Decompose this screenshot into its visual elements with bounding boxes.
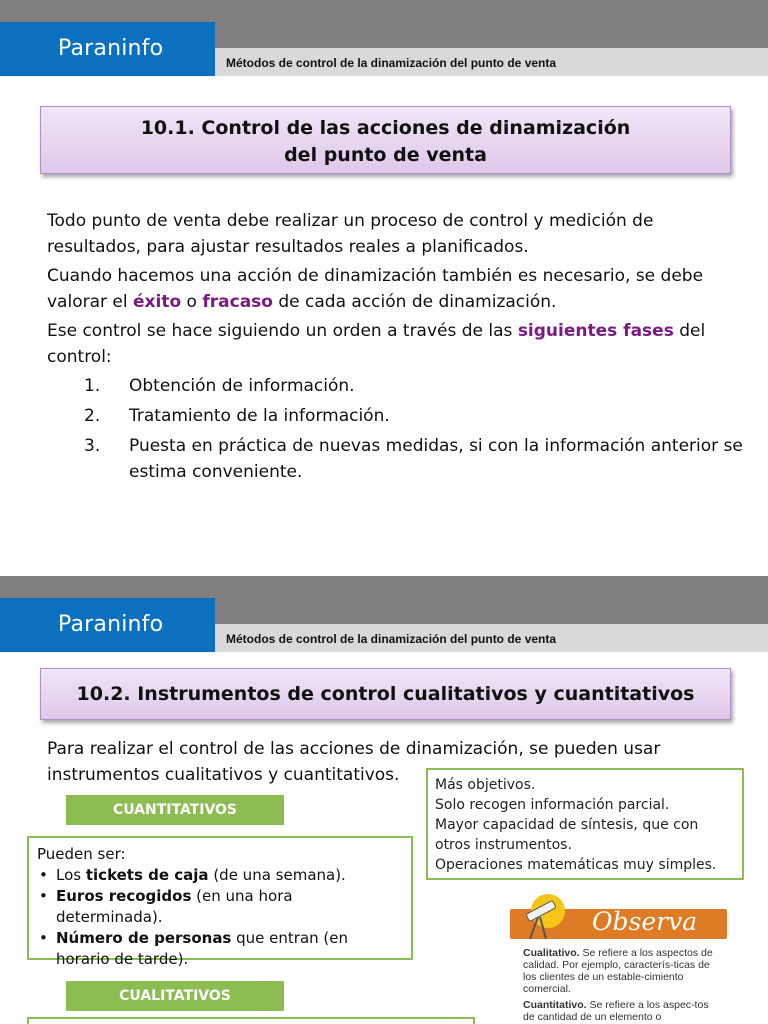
paragraph-3-text: Ese control se hace siguiendo un orden a través de las: [47, 321, 518, 341]
list-item: [47, 433, 747, 485]
cualitativos-box: [27, 1017, 475, 1024]
observa-cualitativo-label: Cualitativo.: [523, 947, 580, 959]
phases-list: [47, 373, 747, 485]
list-item: [47, 403, 747, 429]
cualitativos-label: CUALITATIVOS: [66, 981, 284, 1011]
feature-line: Solo recogen información parcial.: [435, 797, 670, 813]
feature-line: Más objetivos.: [435, 777, 536, 793]
paragraph-2-text: Cuando hacemos una acción de dinamización también es necesario, se debe valorar el: [47, 266, 704, 312]
brand-logo: Paraninfo: [0, 598, 215, 652]
cuantitativos-box: [27, 836, 413, 968]
observa-cualitativo-text: Se refiere a los aspectos de calidad. Por ejemplo, caracterís-ticas de los clientes de un estable-cimiento comercial.: [523, 947, 713, 995]
cuantitativos-label: CUANTITATIVOS: [66, 795, 284, 825]
list-item: [47, 373, 747, 399]
list-text: Tratamiento de la información.: [129, 406, 390, 426]
paragraph-1: Todo punto de venta debe realizar un proceso de control y medición de resultados, para ajustar resultados reales a planificados.: [47, 211, 654, 257]
list-number: 1.: [84, 376, 101, 396]
feature-line: Operaciones matemáticas muy simples.: [435, 857, 717, 873]
item-bold: Número de personas: [56, 929, 232, 947]
telescope-icon: [514, 891, 570, 945]
slide-separator: [0, 540, 768, 576]
paragraph-2-conjunction: o: [181, 292, 203, 312]
intro-paragraph: Para realizar el control de las acciones de dinamización, se pueden usar instrumentos cualitativos y cuantitativos.: [47, 739, 661, 785]
observa-text: [523, 947, 723, 1024]
brand-logo: Paraninfo: [0, 22, 215, 76]
highlight-fracaso: fracaso: [202, 292, 273, 312]
item-prefix: Los: [56, 866, 86, 884]
slide-title: [40, 106, 731, 174]
list-number: 3.: [84, 436, 101, 456]
cuantitativos-features-box: [426, 768, 744, 880]
paragraph-2-end: de cada acción de dinamización.: [272, 292, 557, 312]
paragraph-3-end: del control:: [47, 321, 706, 367]
list-number: 2.: [84, 406, 101, 426]
item-suffix: (en una hora determinada).: [56, 887, 293, 926]
feature-line: Mayor capacidad de síntesis, que con otros instrumentos.: [435, 817, 699, 853]
observa-callout: [510, 891, 730, 1024]
paragraph-2: [47, 263, 747, 315]
highlight-siguientes-fases: siguientes fases: [517, 321, 674, 341]
list-text: Obtención de información.: [129, 376, 355, 396]
slide-body: [47, 208, 747, 489]
item-bold: Euros recogidos: [56, 887, 192, 905]
observa-cuantitativo: [523, 999, 723, 1023]
list-text: Puesta en práctica de nuevas medidas, si con la información anterior se estima conveniente.: [129, 436, 743, 482]
highlight-exito: éxito: [133, 292, 182, 312]
observa-cuantitativo-label: Cuantitativo.: [523, 999, 587, 1011]
item-bold: tickets de caja: [85, 866, 209, 884]
slide-title-line-1: 10.1. Control de las acciones de dinamización: [140, 117, 631, 139]
slide-2: [0, 576, 768, 1024]
header-subtitle: Métodos de control de la dinamización del punto de venta: [226, 632, 557, 646]
cuantitativos-list: [37, 865, 403, 970]
slide-title: 10.2. Instrumentos de control cualitativos y cuantitativos: [40, 668, 731, 720]
slide-title-line-2: del punto de venta: [284, 144, 487, 166]
item-suffix: que entran (en horario de tarde).: [56, 929, 349, 968]
header-subtitle: Métodos de control de la dinamización del punto de venta: [226, 56, 557, 70]
list-item: [37, 886, 403, 928]
list-item: [37, 865, 403, 886]
observa-title: Observa: [592, 907, 698, 936]
item-suffix: (de una semana).: [208, 866, 346, 884]
observa-cualitativo: [523, 947, 723, 995]
observa-cuantitativo-text: Se refiere a los aspec-tos de cantidad de un elemento o: [523, 999, 709, 1023]
cuantitativos-lead: Pueden ser:: [37, 845, 126, 863]
paragraph-3: [47, 318, 747, 370]
list-item: [37, 928, 403, 970]
